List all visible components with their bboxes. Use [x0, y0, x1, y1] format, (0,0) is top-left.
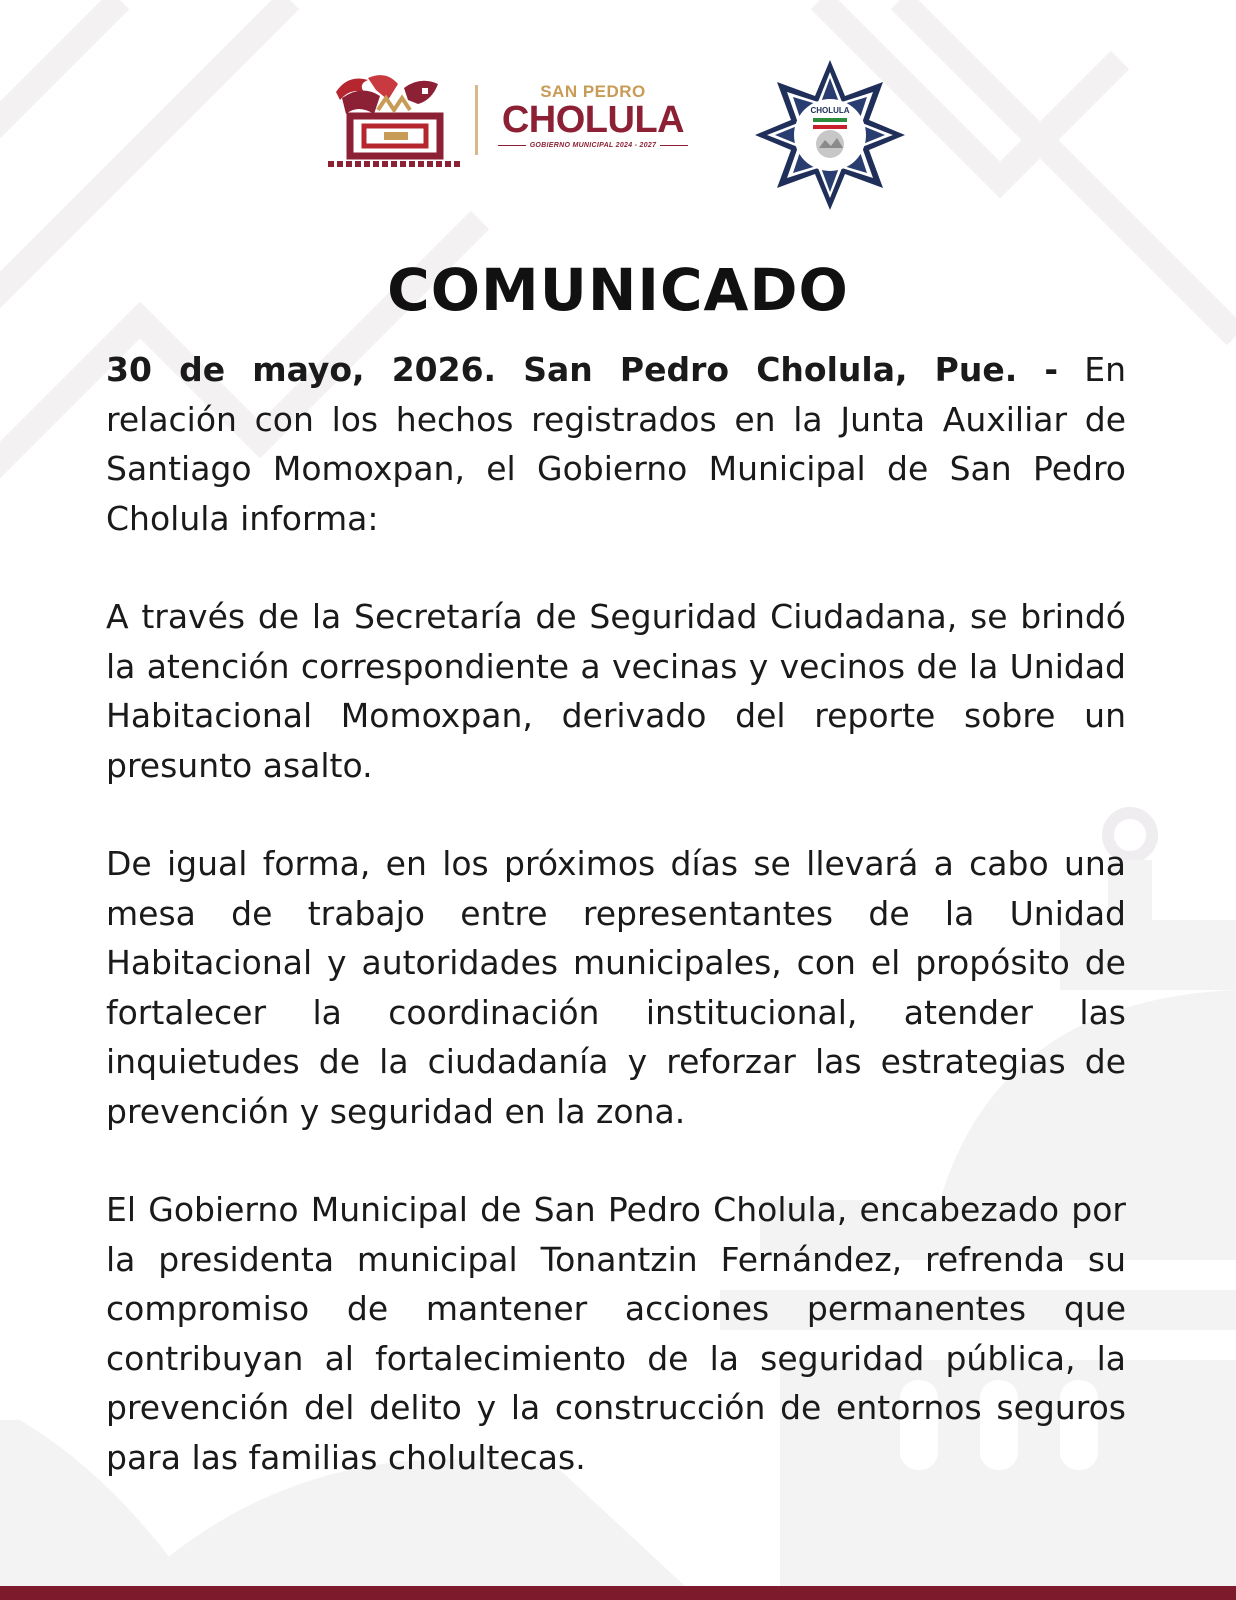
wordmark-big-text: CHOLULA [501, 99, 685, 141]
page-title: COMUNICADO [387, 256, 849, 324]
header-logos [0, 60, 1236, 210]
wordmark-subline [493, 142, 693, 149]
paragraph-4: El Gobierno Municipal de San Pedro Cholula, encabezado por la presidenta municipal Tonantzin Fernández, refrenda su compromiso de mantener acciones permanentes que contribuyan al fortalecimiento de la seguridad pública, la prevención del delito y la construcción de entornos seguros para las familias cholultecas. [106, 1190, 1126, 1477]
wordmark-rule [660, 145, 688, 146]
footer-bar [0, 1586, 1236, 1600]
dateline: 30 de mayo, 2026. San Pedro Cholula, Pue. - [106, 350, 1059, 389]
aztec-warrior-emblem-icon [328, 70, 460, 168]
paragraph-1-text: En relación con los hechos registrados en la Junta Auxiliar de Santiago Momoxpan, el Gobierno Municipal de San Pedro Cholula informa: [106, 350, 1126, 538]
wordmark-rule [498, 145, 526, 146]
document-body [106, 345, 1126, 1531]
paragraph-3: De igual forma, en los próximos días se llevará a cabo una mesa de trabajo entre representantes de la Unidad Habitacional y autoridades municipales, con el propósito de fortalecer la coordinación institucional, atender las inquietudes de la ciudadanía y reforzar las estrategias de prevención y seguridad en la zona. [106, 844, 1126, 1131]
paragraph-1 [106, 345, 1126, 543]
cholula-wordmark [493, 82, 693, 162]
paragraph-2: A través de la Secretaría de Seguridad Ciudadana, se brindó la atención correspondiente a vecinas y vecinos de la Unidad Habitacional Momoxpan, derivado del reporte sobre un presunto asalto. [106, 597, 1126, 785]
wordmark-sub-text: GOBIERNO MUNICIPAL 2024 - 2027 [529, 142, 657, 149]
badge-text: CHOLULA [810, 106, 850, 115]
wordmark-small-text: SAN PEDRO [540, 82, 646, 101]
logo-divider [475, 85, 478, 155]
police-star-badge-icon [755, 60, 905, 210]
